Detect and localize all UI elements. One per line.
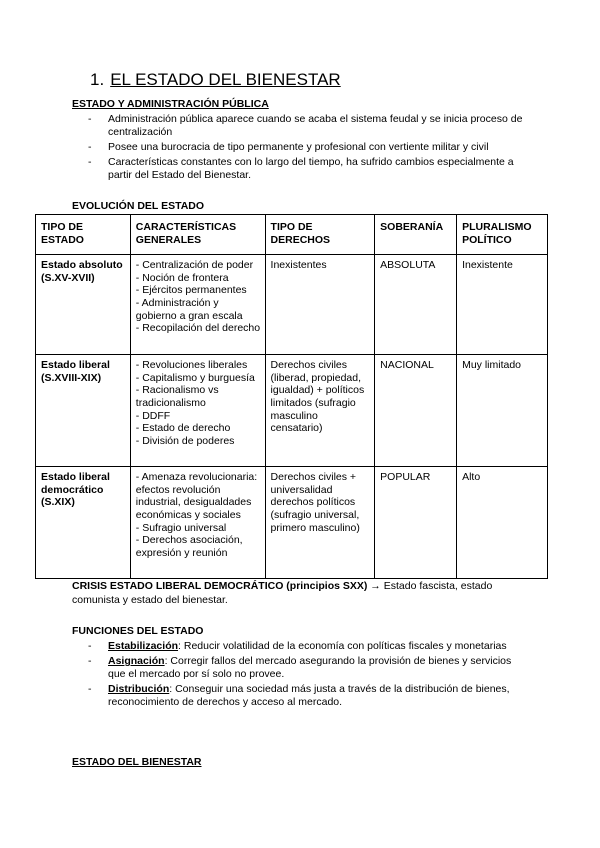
funcion-term: Estabilización	[108, 640, 179, 652]
table-row	[36, 355, 548, 467]
section-heading-bienestar: ESTADO DEL BIENESTAR	[72, 756, 202, 768]
list-item: - Administración pública aparece cuando se acaba el sistema feudal y se inicia proceso de centralización	[88, 113, 528, 139]
caracteristica-line: - Racionalismo vs tradicionalismo	[135, 384, 219, 409]
list-item: - Posee una burocracia de tipo permanente y profesional con vertiente militar y civil	[88, 141, 528, 154]
section-heading-administracion: ESTADO Y ADMINISTRACIÓN PÚBLICA	[72, 98, 269, 110]
table-row	[36, 467, 548, 579]
title-text: EL ESTADO DEL BIENESTAR	[110, 70, 341, 89]
caracteristica-line: - División de poderes	[135, 434, 235, 447]
caracteristicas-cell	[130, 355, 265, 467]
caracteristica-line: - Amenaza revolucionaria: efectos revolución industrial, desigualdades económicas y sociales	[135, 471, 258, 521]
pluralismo-cell: Muy limitado	[457, 355, 548, 467]
caracteristica-line: - Capitalismo y burguesía	[135, 371, 255, 384]
funcion-term: Asignación	[108, 655, 165, 667]
pluralismo-cell: Alto	[457, 467, 548, 579]
column-header: CARACTERÍSTICAS GENERALES	[130, 215, 265, 255]
column-header: SOBERANÍA	[375, 215, 457, 255]
section-heading-evolucion: EVOLUCIÓN DEL ESTADO	[72, 200, 205, 212]
funcion-term: Distribución	[108, 683, 170, 695]
tipo-cell: Estado absoluto (S.XV-XVII)	[36, 255, 131, 355]
caracteristica-line: - Administración y gobierno a gran escala	[135, 296, 243, 322]
derechos-cell: Derechos civiles + universalidad derechos políticos (sufragio universal, primero masculino)	[265, 467, 375, 579]
caracteristicas-cell	[130, 255, 265, 355]
soberania-cell: POPULAR	[375, 467, 457, 579]
caracteristica-line: - Sufragio universal	[135, 521, 227, 534]
derechos-cell: Derechos civiles (liberad, propiedad, igualdad) + políticos limitados (sufragio masculino censatario)	[265, 355, 375, 467]
column-header: TIPO DE ESTADO	[36, 215, 131, 255]
crisis-paragraph	[72, 579, 522, 607]
soberania-cell: ABSOLUTA	[375, 255, 457, 355]
caracteristica-line: - Recopilación del derecho	[135, 322, 261, 335]
list-item	[88, 655, 518, 681]
list-item	[88, 683, 518, 709]
caracteristica-line: - Centralización de poder	[135, 259, 254, 272]
table-header-row	[36, 215, 548, 255]
funcion-text: : Corregir fallos del mercado asegurando la provisión de bienes y servicios que el mercado por sí solo no provee.	[108, 655, 512, 680]
caracteristica-line: - Revoluciones liberales	[135, 359, 248, 372]
soberania-cell: NACIONAL	[375, 355, 457, 467]
page-title	[90, 70, 341, 90]
column-header: PLURALISMO POLÍTICO	[457, 215, 548, 255]
tipo-cell: Estado liberal (S.XVIII-XIX)	[36, 355, 131, 467]
caracteristica-line: - Estado de derecho	[135, 422, 231, 435]
list-item: - Características constantes con lo largo del tiempo, ha sufrido cambios especialmente a partir del Estado del Bienestar.	[88, 156, 528, 182]
list-item	[88, 640, 518, 653]
caracteristica-line: - Noción de frontera	[135, 271, 229, 284]
crisis-text: → Estado fascista, estado comunista y estado del bienestar.	[72, 580, 493, 606]
funcion-text: : Conseguir una sociedad más justa a través de la distribución de bienes, reconocimiento de derechos y acceso al mercado.	[108, 683, 510, 708]
administracion-list	[88, 113, 528, 184]
table-row	[36, 255, 548, 355]
funciones-list	[88, 640, 518, 711]
caracteristicas-cell	[130, 467, 265, 579]
section-heading-funciones: FUNCIONES DEL ESTADO	[72, 625, 204, 637]
caracteristica-line: - Ejércitos permanentes	[135, 284, 247, 297]
caracteristica-line: - Derechos asociación, expresión y reunión	[135, 534, 243, 559]
column-header: TIPO DE DERECHOS	[265, 215, 375, 255]
tipo-cell: Estado liberal democrático (S.XIX)	[36, 467, 131, 579]
title-number: 1.	[90, 70, 105, 89]
caracteristica-line: - DDFF	[135, 409, 171, 422]
pluralismo-cell: Inexistente	[457, 255, 548, 355]
crisis-heading: CRISIS ESTADO LIBERAL DEMOCRÁTICO (principios SXX)	[72, 580, 368, 592]
derechos-cell: Inexistentes	[265, 255, 375, 355]
evolucion-table	[35, 214, 548, 579]
funcion-text: : Reducir volatilidad de la economía con políticas fiscales y monetarias	[178, 640, 507, 652]
